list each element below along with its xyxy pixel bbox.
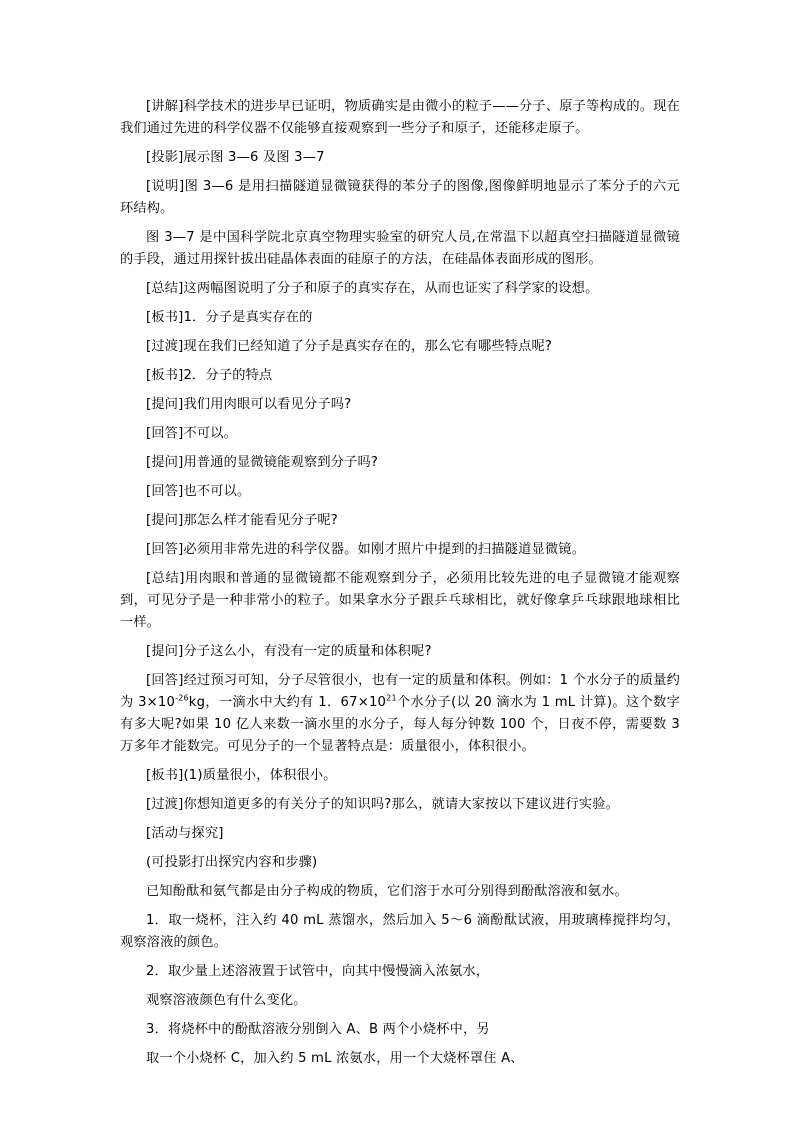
paragraph-description: [说明]图 3—6 是用扫描隧道显微镜获得的苯分子的图像,图像鲜明地显示了苯分子的六元环结构。: [120, 179, 680, 216]
paragraph-board-3: [板书](1)质量很小，体积很小。: [146, 768, 337, 783]
paragraph-question-3: [提问]那怎么样才能看见分子呢?: [146, 513, 338, 528]
exponent-count: 21: [386, 693, 397, 703]
paragraph-step-2-cont: 观察溶液颜色有什么变化。: [146, 993, 307, 1008]
paragraph-summary-2: [总结]用肉眼和普通的显微镜都不能观察到分子，必须用比较先进的电子显微镜才能观察到，可见分子是一种非常小的粒子。如果拿水分子跟乒乓球相比，就好像拿乒乓球跟地球相比一样。: [120, 571, 680, 630]
paragraph-question-2: [提问]用普通的显微镜能观察到分子吗?: [146, 455, 379, 470]
paragraph-activity-heading: [活动与探究]: [146, 826, 224, 841]
paragraph-step-3-cont: 取一个小烧杯 C，加入约 5 mL 浓氨水，用一个大烧杯罩住 A、: [146, 1051, 524, 1066]
answer-4-part-a: [回答]经过预习可知，分子尽管很小，也有一定的质量和体积。例如：1 个水分子的质量约为 3×10: [120, 673, 680, 710]
paragraph-summary-1: [总结]这两幅图说明了分子和原子的真实存在，从而也证实了科学家的设想。: [146, 281, 599, 296]
document-body: [120, 96, 680, 1077]
paragraph-step-3: 3．将烧杯中的酚酞溶液分别倒入 A、B 两个小烧杯中，另: [146, 1022, 490, 1037]
paragraph-transition-1: [过渡]现在我们已经知道了分子是真实存在的，那么它有哪些特点呢?: [146, 339, 553, 354]
paragraph-answer-1: [回答]不可以。: [146, 426, 238, 441]
answer-4-part-b: kg，一滴水中大约有 1．67×10: [188, 695, 387, 710]
paragraph-answer-2: [回答]也不可以。: [146, 484, 251, 499]
paragraph-answer-4: [120, 670, 680, 758]
paragraph-question-4: [提问]分子这么小，有没有一定的质量和体积呢?: [146, 644, 432, 659]
paragraph-transition-2: [过渡]你想知道更多的有关分子的知识吗?那么，就请大家按以下建议进行实验。: [146, 797, 620, 812]
paragraph-answer-3: [回答]必须用非常先进的科学仪器。如刚才照片中提到的扫描隧道显微镜。: [146, 542, 586, 557]
answer-4-part-c: 个水分子(以 20 滴水为 1 mL 计算)。这个数字有多大呢?如果 10 亿人来数一滴水里的水分子，每人每分钟数 100 个，日夜不停，需要数 3 万多年才能数完。可见分子的一个显著特点是：质量很小，体积很小。: [120, 695, 680, 754]
paragraph-board-1: [板书]1．分子是真实存在的: [146, 310, 313, 325]
paragraph-figure-3-7: 图 3—7 是中国科学院北京真空物理实验室的研究人员,在常温下以超真空扫描隧道显微镜的手段，通过用探针拔出硅晶体表面的硅原子的方法，在硅晶体表面形成的图形。: [120, 230, 680, 267]
paragraph-activity-intro: 已知酚酞和氨气都是由分子构成的物质，它们溶于水可分别得到酚酞溶液和氨水。: [146, 884, 628, 899]
paragraph-activity-note: (可投影打出探究内容和步骤): [146, 855, 318, 870]
paragraph-projection: [投影]展示图 3—6 及图 3—7: [146, 150, 325, 165]
paragraph-step-2: 2．取少量上述溶液置于试管中，向其中慢慢滴入浓氨水，: [146, 964, 490, 979]
paragraph-board-2: [板书]2．分子的特点: [146, 368, 273, 383]
paragraph-explanation: [讲解]科学技术的进步早已证明，物质确实是由微小的粒子——分子、原子等构成的。现在我们通过先进的科学仪器不仅能够直接观察到一些分子和原子，还能移走原子。: [120, 99, 680, 136]
paragraph-step-1: 1．取一烧杯，注入约 40 mL 蒸馏水，然后加入 5～6 滴酚酞试液，用玻璃棒搅拌均匀，观察溶液的颜色。: [120, 913, 680, 950]
exponent-mass: -26: [175, 693, 189, 703]
paragraph-question-1: [提问]我们用肉眼可以看见分子吗?: [146, 397, 352, 412]
